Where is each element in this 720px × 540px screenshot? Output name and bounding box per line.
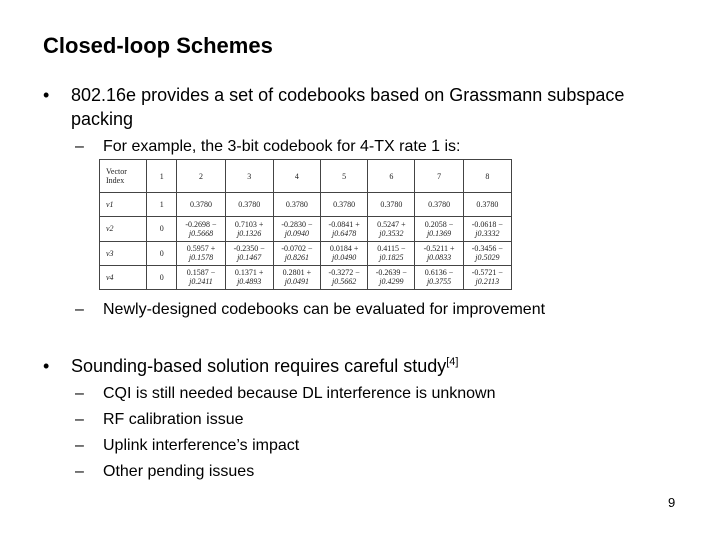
cell-real-part: 0.3780 [189,200,212,210]
sub-bullet-uplink-interference [75,435,635,457]
table-cell [273,217,320,241]
sub-bullet-rf-calibration [75,409,635,431]
table-cell [368,265,415,289]
cell-imag-part: j0.3532 [379,228,404,238]
table-cell [225,217,273,241]
sub-bullet-text: RF calibration issue [103,411,244,428]
sub-bullet-pending [75,461,635,483]
cell-real-part: -0.2830 − [281,219,313,229]
dash-mark: – [75,411,84,428]
cell-real-part: -0.2698 − [185,219,217,229]
table-header-cell: 1 [147,160,177,193]
cell-imag-part: j0.5668 [188,228,214,238]
table-header-cell: 6 [368,160,415,193]
cell-imag-part: j0.3332 [475,228,500,238]
cell-real-part: 0.2801 + [282,268,312,278]
table-header-cell: 2 [177,160,225,193]
cell-real-part: 0.1371 + [234,268,264,278]
cell-real-part: -0.3272 − [328,268,360,278]
table-row-label: v2 [100,217,147,241]
cell-real-part: 0.5957 + [186,244,216,254]
cell-real-part: 0 [159,224,164,234]
table-cell [321,241,368,265]
table-cell [463,241,511,265]
cell-imag-part: j0.1326 [237,228,262,238]
dash-mark: – [75,437,84,454]
cell-imag-part: j0.6478 [332,228,357,238]
bullet-mark: • [43,356,50,376]
table-cell [177,241,225,265]
sub-bullet-text: Newly-designed codebooks can be evaluated for improvement [103,301,546,318]
sub-bullet-text: For example, the 3-bit codebook for 4-TX rate 1 is: [103,138,461,155]
cell-real-part: -0.3456 − [471,244,503,254]
cell-real-part: 0.2058 − [424,219,454,229]
reference-marker: [4] [446,356,459,368]
cell-real-part: 0.6136 − [424,268,454,278]
table-cell [463,193,511,217]
table-cell [225,241,273,265]
cell-real-part: 0 [159,248,164,258]
cell-imag-part: j0.2411 [189,277,213,287]
dash-mark: – [75,138,84,155]
cell-real-part: -0.2350 − [233,244,265,254]
table-cell [415,241,463,265]
cell-imag-part: j0.5029 [475,253,500,263]
table-cell [321,265,368,289]
cell-real-part: 0.4115 − [377,244,406,254]
sub-bullet-text: CQI is still needed because DL interference is unknown [103,385,496,402]
codebook-table [99,159,512,290]
sub-bullet-evaluation [75,299,675,321]
table-cell [463,217,511,241]
sub-bullet-example [75,136,635,158]
table-header-cell: 8 [463,160,511,193]
table-cell [321,217,368,241]
table-row-label: v3 [100,241,147,265]
table-cell [147,241,177,265]
cell-real-part: 0.3780 [428,200,451,210]
cell-imag-part: j0.4299 [379,277,404,287]
cell-imag-part: j0.0833 [426,253,452,263]
cell-imag-part: j0.1467 [237,253,262,263]
table-row-label: v1 [100,193,147,217]
cell-imag-part: j0.1825 [379,253,404,263]
cell-imag-part: j0.2113 [475,277,500,287]
table-cell [225,193,273,217]
cell-real-part: -0.0618 − [471,219,503,229]
table-row [100,265,512,289]
cell-imag-part: j0.1369 [426,228,452,238]
table-cell [415,265,463,289]
cell-real-part: 1 [159,200,164,210]
table-cell [368,241,415,265]
table-cell [147,265,177,289]
bullet-line-2: packing [71,109,134,129]
bullet-codebooks [43,83,703,131]
cell-real-part: -0.0702 − [281,244,313,254]
table-cell [177,193,225,217]
table-cell [147,193,177,217]
table-row-label: v4 [100,265,147,289]
table-cell [273,265,320,289]
table-cell [177,217,225,241]
cell-real-part: 0.5247 + [377,219,406,229]
cell-real-part: 0.0184 + [329,244,359,254]
bullet-text [71,354,458,378]
table-row [100,241,512,265]
sub-bullet-text: Other pending issues [103,463,255,480]
table-row [100,193,512,217]
bullet-line-1: 802.16e provides a set of codebooks based on Grassmann subspace [71,85,625,105]
table-cell [147,217,177,241]
table-cell [177,265,225,289]
table-cell [273,241,320,265]
cell-imag-part: j0.0491 [284,277,310,287]
cell-real-part: 0.3780 [238,200,261,210]
bullet-mark: • [43,85,50,105]
cell-real-part: -0.5211 + [423,244,455,254]
cell-real-part: 0.1587 − [186,268,216,278]
bullet-sounding [43,354,643,378]
sub-bullet-text: Uplink interference’s impact [103,437,300,454]
cell-imag-part: j0.1578 [188,253,214,263]
cell-real-part: 0.7103 + [234,219,264,229]
table-cell [415,217,463,241]
bullet-sounding-text: Sounding-based solution requires careful study [71,356,447,376]
table-header-cell: Vector Index [100,160,147,193]
cell-real-part: 0.3780 [333,200,356,210]
table-header-cell: 5 [321,160,368,193]
bullet-text [71,83,624,131]
cell-real-part: 0.3780 [476,200,499,210]
table-cell [463,265,511,289]
table-cell [368,193,415,217]
cell-imag-part: j0.0940 [284,228,310,238]
cell-real-part: -0.2639 − [375,268,407,278]
cell-real-part: 0.3780 [285,200,308,210]
cell-real-part: 0.3780 [380,200,403,210]
cell-real-part: -0.0841 + [328,219,360,229]
table-header-cell: 4 [273,160,320,193]
dash-mark: – [75,301,84,318]
page-number: 9 [668,495,676,510]
cell-real-part: 0 [159,272,164,282]
dash-mark: – [75,463,84,480]
table-row [100,217,512,241]
table-cell [273,193,320,217]
table-cell [321,193,368,217]
cell-imag-part: j0.8261 [284,253,310,263]
cell-imag-part: j0.4893 [237,277,262,287]
cell-imag-part: j0.0490 [332,253,357,263]
cell-imag-part: j0.3755 [426,277,452,287]
table-cell [415,193,463,217]
table-cell [368,217,415,241]
table-header-cell: 3 [225,160,273,193]
table-cell [225,265,273,289]
dash-mark: – [75,385,84,402]
cell-real-part: -0.5721 − [471,268,503,278]
cell-imag-part: j0.5662 [332,277,357,287]
table-header-cell: 7 [415,160,463,193]
sub-bullet-cqi [75,383,635,405]
table-header-row [100,160,512,193]
slide-title: Closed-loop Schemes [43,33,273,58]
